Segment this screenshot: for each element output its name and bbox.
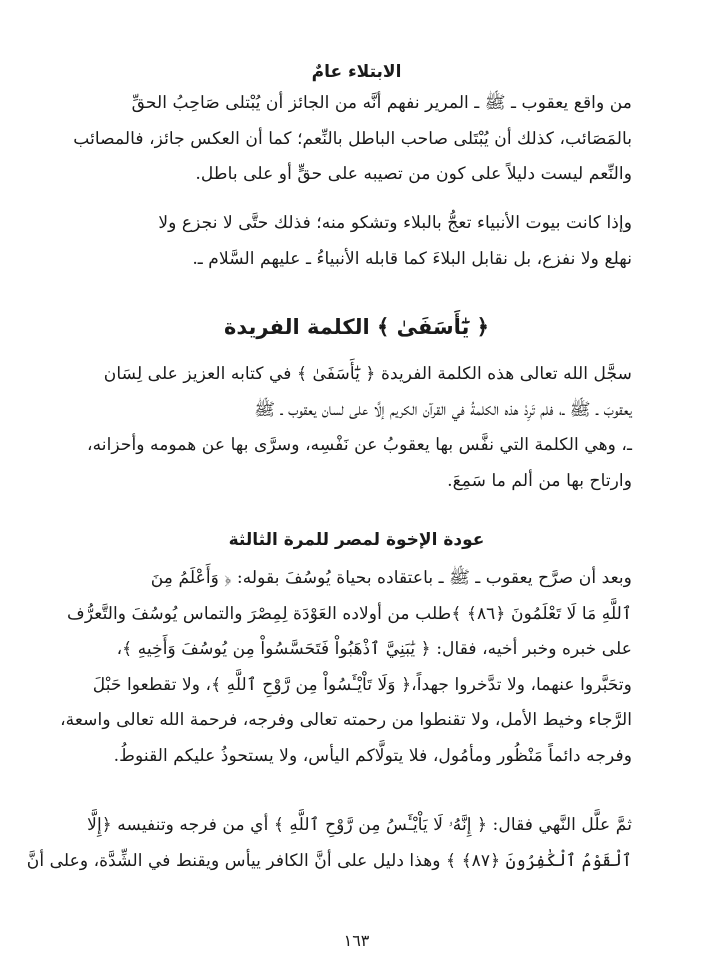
page-number: ١٦٣: [343, 931, 370, 950]
paragraph-trial-1: [73, 86, 632, 193]
text-line: وإذا كانت بيوت الأنبياء تعجُّ بالبلاء وتشكو منه؛ فذلك حتَّى لا نجزع ولا: [158, 213, 632, 233]
text-line: وتحَبَّروا عنهما، ولا تدَّخروا جهداً،﴿ وَلَا تَاْيْـَٔسُواْ مِن رَّوْحِ ٱللَّهِ ﴾، ولا تقطعوا حَبْلَ: [92, 674, 632, 695]
paragraph-unique-word: [86, 357, 632, 499]
text-line: من واقع يعقوب ـ ﷺ ـ المرير نفهم أنَّه من الجائز أن يُبْتلى صَاحِبُ الحقِّ: [131, 93, 632, 113]
text-line: وبعد أن صرَّح يعقوب ـ ﷺ ـ باعتقاده بحياة يُوسُفَ بقوله: ﴿ وَأَعْلَمُ مِنَ: [150, 568, 632, 588]
paragraph-return-1: [60, 561, 632, 774]
text-line: والنِّعم ليست دليلاً على كون من تصيبه على حقٍّ أو على باطل.: [195, 164, 632, 184]
text-line: الرَّجاء وخيط الأمل، ولا تقنطوا من رحمته تعالى وفرجه، فرحمة الله تعالى واسعة،: [60, 710, 632, 730]
text-line: نهلع ولا نفزع، بل نقابل البلاءَ كما قابله الأنبياءُ ـ عليهم السَّلام ـ.: [192, 248, 632, 269]
text-line: ثمَّ علَّل النَّهي فقال: ﴿ إِنَّهُۥ لَا يَاْيْـَٔسُ مِن رَّوْحِ ٱللَّهِ ﴾ أي من فرجه وتنفيسه ﴿إِلَّا: [87, 815, 632, 835]
text-line: سجَّل الله تعالى هذه الكلمة الفريدة ﴿ يَٰٓأَسَفَىٰ ﴾ في كتابه العزيز على لِسَان: [103, 364, 632, 384]
text-line: على خبره وخبر أخيه، فقال: ﴿ يَٰبَنِيَّ ٱذْهَبُواْ فَتَحَسَّسُواْ مِن يُوسُفَ وَأَخِيهِ ﴾،: [116, 639, 632, 659]
text-line: وفرجه دائماً مَنْظُور ومأمُول، فلا يتولَّاكم اليأس، ولا يستحوذُ عليكم القنوطُ.: [113, 745, 632, 766]
text-line: ٱلْقَوْمُ ٱلْكَٰفِرُونَ ﴿٨٧﴾ ﴾ وهذا دليل على أنَّ الكافر ييأس ويقنط في الشِّدَّة، وعلى أنَّ: [26, 850, 632, 871]
section-heading-return-to-egypt: عودة الإخوة لمصر للمرة الثالثة: [228, 530, 485, 550]
paragraph-return-2: [26, 808, 632, 879]
section-heading-trial-is-general: الابتلاء عامٌ: [311, 62, 402, 82]
text-line: يعقوبَ ـ ﷺ ـ، فلم تَرِدْ هذه الكلمةُ في القرآن الكريم إلَّا على لسان يعقوب ـ ﷺ: [254, 399, 632, 420]
text-line: بالمَصَائب، كذلك أن يُبْتَلى صاحب الباطل بالنِّعم؛ كما أن العكس جائز، فالمصائب: [73, 128, 632, 149]
text-line: وارتاح بها من ألم ما سَمِعَ.: [447, 470, 632, 491]
text-line: ـ، وهي الكلمة التي نفَّس بها يعقوبُ عن نَفْسِه، وسرَّى بها عن همومه وأحزانه،: [87, 435, 632, 455]
section-heading-unique-word: ﴿ يَٰٓأَسَفَىٰ ﴾ الكلمة الفريدة: [224, 315, 489, 339]
text-line: ٱللَّهِ مَا لَا تَعْلَمُونَ ﴿٨٦﴾ ﴾طلب من أولاده العَوْدَة لِمِصْرَ والتماس يُوسُفَ والتَّعرُّف: [67, 603, 632, 624]
paragraph-trial-2: [86, 206, 632, 277]
